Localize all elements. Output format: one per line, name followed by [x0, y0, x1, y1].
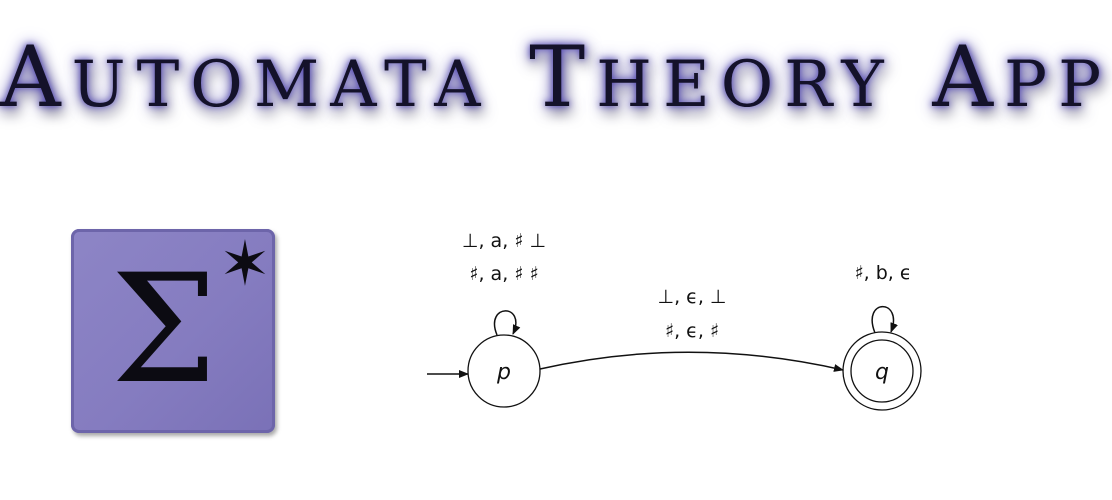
star-icon: ✶ — [219, 227, 271, 300]
transition-p-q — [540, 352, 843, 370]
title-word-app: APP — [932, 28, 1112, 126]
transition-label: ♯, ϵ, ♯ — [664, 320, 720, 342]
state-p-label: p — [497, 360, 511, 385]
transition-p-p — [495, 311, 516, 335]
transition-label: ♯, b, ϵ — [854, 262, 912, 284]
state-q-label: q — [875, 360, 889, 385]
title-word-automata: AUTOMATA — [0, 28, 492, 126]
transition-label: ⊥, a, ♯ ⊥ — [461, 230, 547, 252]
transition-label: ♯, a, ♯ ♯ — [469, 263, 539, 285]
title-word-theory: THEORY — [529, 28, 895, 126]
transition-label: ⊥, ϵ, ⊥ — [657, 286, 727, 308]
sigma-icon: Σ — [111, 243, 218, 417]
transition-q-q — [872, 307, 893, 333]
